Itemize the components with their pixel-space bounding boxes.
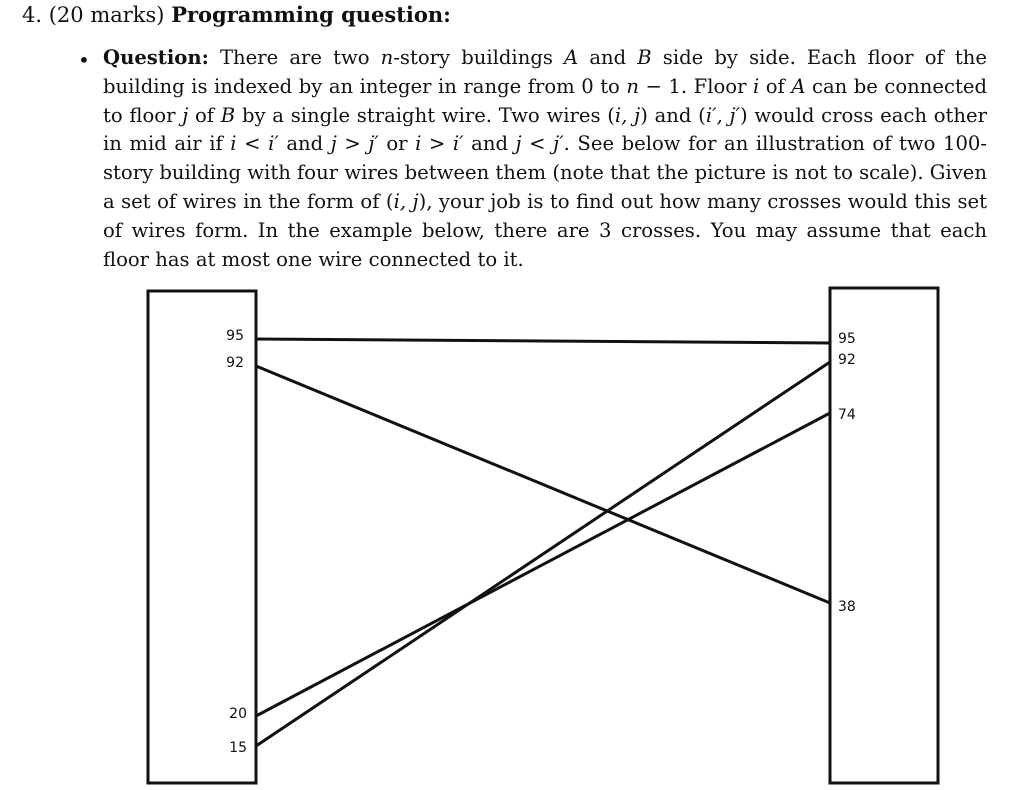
wire-20-74 <box>256 413 830 716</box>
building-a-floor-label: 20 <box>229 706 247 722</box>
math-pair: i, j <box>614 103 641 127</box>
body-part: and <box>463 132 516 156</box>
building-b-floor-label: 74 <box>838 407 856 423</box>
question-marks: (20 marks) <box>48 3 165 27</box>
math-var-n: n <box>380 46 394 69</box>
wire-15-92 <box>256 362 830 746</box>
question-number: 4. <box>22 3 43 27</box>
body-part: and <box>278 132 331 156</box>
building-b-floor-label: 38 <box>838 599 856 615</box>
building-b-floor-label: 95 <box>838 331 856 347</box>
math-condition: j < j′ <box>515 132 564 156</box>
body-part: and <box>578 46 638 69</box>
wire-95-95 <box>256 339 830 343</box>
body-part: can be connected to floor <box>103 74 987 127</box>
math-condition: i < i′ <box>230 132 279 156</box>
bullet-icon: • <box>78 48 90 72</box>
building-a-floor-label: 95 <box>226 328 244 344</box>
body-part: ), your job is to find out how many crosses would this set of wires form. In the example below, there are 3 crosses. You may assume that each floor has at most one wire connected to it. <box>103 189 987 271</box>
building-a-floor-label: 92 <box>226 355 244 371</box>
body-part: -story buildings <box>393 46 565 69</box>
math-var-b: B <box>637 46 652 69</box>
body-part: by a single straight wire. Two wires ( <box>235 103 615 127</box>
building-b-floor-label: 92 <box>838 352 856 368</box>
math-pair: i, j <box>393 189 419 213</box>
math-condition: i > i′ <box>415 132 464 156</box>
body-part: or <box>378 132 416 156</box>
body-part: There are two <box>219 46 381 69</box>
math-var-a: A <box>564 46 579 69</box>
body-part: of <box>188 103 221 127</box>
wire-92-38 <box>256 366 830 603</box>
math-var-b: B <box>220 103 236 127</box>
building-a-floor-label: 15 <box>229 740 247 756</box>
math-pair-prime: i′, j′ <box>705 103 741 127</box>
math-var-a: A <box>791 74 806 98</box>
math-condition: j > j′ <box>330 132 379 156</box>
body-part: . See below for an illustration of two 100-story building with four wires between them (note that the picture is not to scale). Given a set of wires in the form of ( <box>103 132 987 213</box>
body-part: ) and ( <box>640 103 706 127</box>
question-title: Programming question: <box>171 2 451 27</box>
math-var-n: n <box>626 74 639 98</box>
body-part: of <box>759 74 792 98</box>
body-part: ) would cross each other in mid air if <box>103 103 987 156</box>
math-var-i: i <box>752 74 760 98</box>
question-lead: Question: <box>103 46 209 69</box>
body-part: − 1. Floor <box>639 74 753 98</box>
math-var-j: j <box>182 103 189 127</box>
body-part: side by side. Each floor of the building is indexed by an integer in range from 0 to <box>103 46 988 98</box>
